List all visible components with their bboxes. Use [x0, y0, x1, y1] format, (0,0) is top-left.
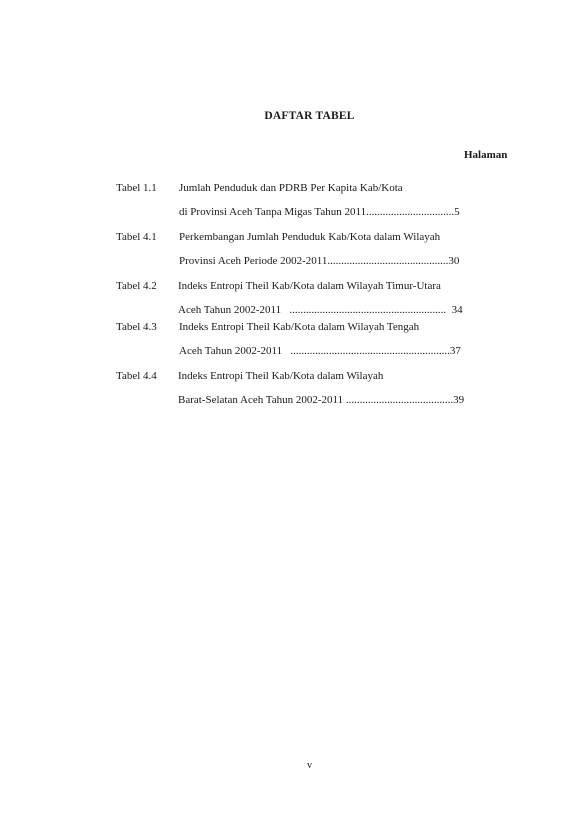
entry-title-line2: di Provinsi Aceh Tanpa Migas Tahun 2011................................5	[179, 206, 460, 218]
entry-title-line2: Aceh Tahun 2002-2011 ..........................................................37	[179, 345, 461, 357]
entry-label: Tabel 4.2	[116, 280, 157, 292]
entry-title-line1: Indeks Entropi Theil Kab/Kota dalam Wilayah Tengah	[179, 321, 420, 333]
entry-label: Tabel 1.1	[116, 182, 157, 194]
entry-title-line2: Barat-Selatan Aceh Tahun 2002-2011 .......................................39	[178, 394, 465, 406]
entry-title-line1: Jumlah Penduduk dan PDRB Per Kapita Kab/Kota	[179, 182, 403, 194]
page-column-header: Halaman	[464, 149, 508, 161]
entry-label: Tabel 4.3	[116, 321, 157, 333]
entry-label: Tabel 4.4	[116, 370, 157, 382]
entry-title-line1: Indeks Entropi Theil Kab/Kota dalam Wilayah Timur-Utara	[178, 280, 441, 292]
page-number: v	[307, 760, 312, 771]
entry-label: Tabel 4.1	[116, 231, 157, 243]
entry-title-line2: Provinsi Aceh Periode 2002-2011............................................30	[179, 255, 460, 267]
page-title: DAFTAR TABEL	[264, 110, 355, 122]
entry-title-line2: Aceh Tahun 2002-2011 ......................................................... 34	[178, 304, 463, 316]
entry-title-line1: Perkembangan Jumlah Penduduk Kab/Kota dalam Wilayah	[179, 231, 441, 243]
entry-title-line1: Indeks Entropi Theil Kab/Kota dalam Wilayah	[178, 370, 384, 382]
